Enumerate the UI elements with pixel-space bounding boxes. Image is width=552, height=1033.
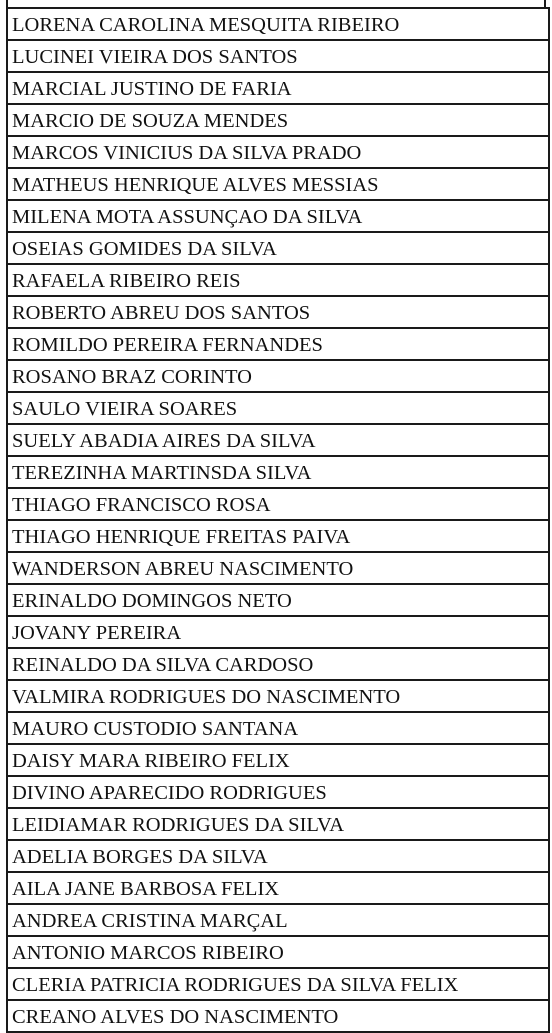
name-cell: ROMILDO PEREIRA FERNANDES <box>12 334 323 356</box>
name-cell: JOVANY PEREIRA <box>12 622 182 644</box>
table-row <box>8 9 548 41</box>
name-cell: LUCINEI VIEIRA DOS SANTOS <box>12 46 298 68</box>
table-row <box>8 393 548 425</box>
name-cell: ADELIA BORGES DA SILVA <box>12 846 268 868</box>
table-row <box>8 777 548 809</box>
table-row <box>8 265 548 297</box>
name-cell: ROBERTO ABREU DOS SANTOS <box>12 302 311 324</box>
name-cell: THIAGO HENRIQUE FREITAS PAIVA <box>12 526 351 548</box>
name-cell: MARCIO DE SOUZA MENDES <box>12 110 289 132</box>
name-cell: VALMIRA RODRIGUES DO NASCIMENTO <box>12 686 401 708</box>
name-cell: MARCOS VINICIUS DA SILVA PRADO <box>12 142 362 164</box>
name-cell: THIAGO FRANCISCO ROSA <box>12 494 271 516</box>
names-table <box>6 7 550 1033</box>
name-cell: ERINALDO DOMINGOS NETO <box>12 590 292 612</box>
name-cell: DAISY MARA RIBEIRO FELIX <box>12 750 290 772</box>
table-row <box>8 617 548 649</box>
name-cell: WANDERSON ABREU NASCIMENTO <box>12 558 354 580</box>
table-row <box>8 457 548 489</box>
table-row <box>8 809 548 841</box>
table-row <box>8 169 548 201</box>
table-row <box>8 873 548 905</box>
name-cell: MILENA MOTA ASSUNÇAO DA SILVA <box>12 206 363 228</box>
name-cell: TEREZINHA MARTINSDA SILVA <box>12 462 312 484</box>
table-row <box>8 585 548 617</box>
table-row <box>8 681 548 713</box>
name-cell: MARCIAL JUSTINO DE FARIA <box>12 78 292 100</box>
name-cell: SUELY ABADIA AIRES DA SILVA <box>12 430 316 452</box>
table-row <box>8 969 548 1001</box>
table-row <box>8 1001 548 1033</box>
table-row <box>8 329 548 361</box>
table-top-edge <box>6 0 546 7</box>
name-cell: LEIDIAMAR RODRIGUES DA SILVA <box>12 814 345 836</box>
name-cell: AILA JANE BARBOSA FELIX <box>12 878 280 900</box>
table-row <box>8 41 548 73</box>
table-row <box>8 489 548 521</box>
table-row <box>8 841 548 873</box>
table-row <box>8 297 548 329</box>
name-cell: MAURO CUSTODIO SANTANA <box>12 718 299 740</box>
name-cell: CLERIA PATRICIA RODRIGUES DA SILVA FELIX <box>12 974 459 996</box>
table-row <box>8 137 548 169</box>
table-row <box>8 553 548 585</box>
table-row <box>8 425 548 457</box>
name-cell: CREANO ALVES DO NASCIMENTO <box>12 1006 339 1028</box>
table-row <box>8 73 548 105</box>
table-row <box>8 521 548 553</box>
table-row <box>8 745 548 777</box>
name-cell: SAULO VIEIRA SOARES <box>12 398 238 420</box>
table-row <box>8 233 548 265</box>
name-cell: OSEIAS GOMIDES DA SILVA <box>12 238 277 260</box>
name-cell: LORENA CAROLINA MESQUITA RIBEIRO <box>12 14 400 36</box>
name-cell: REINALDO DA SILVA CARDOSO <box>12 654 314 676</box>
table-row <box>8 105 548 137</box>
name-cell: RAFAELA RIBEIRO REIS <box>12 270 241 292</box>
table-row <box>8 649 548 681</box>
name-cell: MATHEUS HENRIQUE ALVES MESSIAS <box>12 174 379 196</box>
name-cell: ANTONIO MARCOS RIBEIRO <box>12 942 284 964</box>
table-row <box>8 361 548 393</box>
name-cell: ANDREA CRISTINA MARÇAL <box>12 910 288 932</box>
table-row <box>8 937 548 969</box>
table-row <box>8 905 548 937</box>
name-cell: ROSANO BRAZ CORINTO <box>12 366 252 388</box>
table-row <box>8 713 548 745</box>
name-cell: DIVINO APARECIDO RODRIGUES <box>12 782 327 804</box>
table-row <box>8 201 548 233</box>
